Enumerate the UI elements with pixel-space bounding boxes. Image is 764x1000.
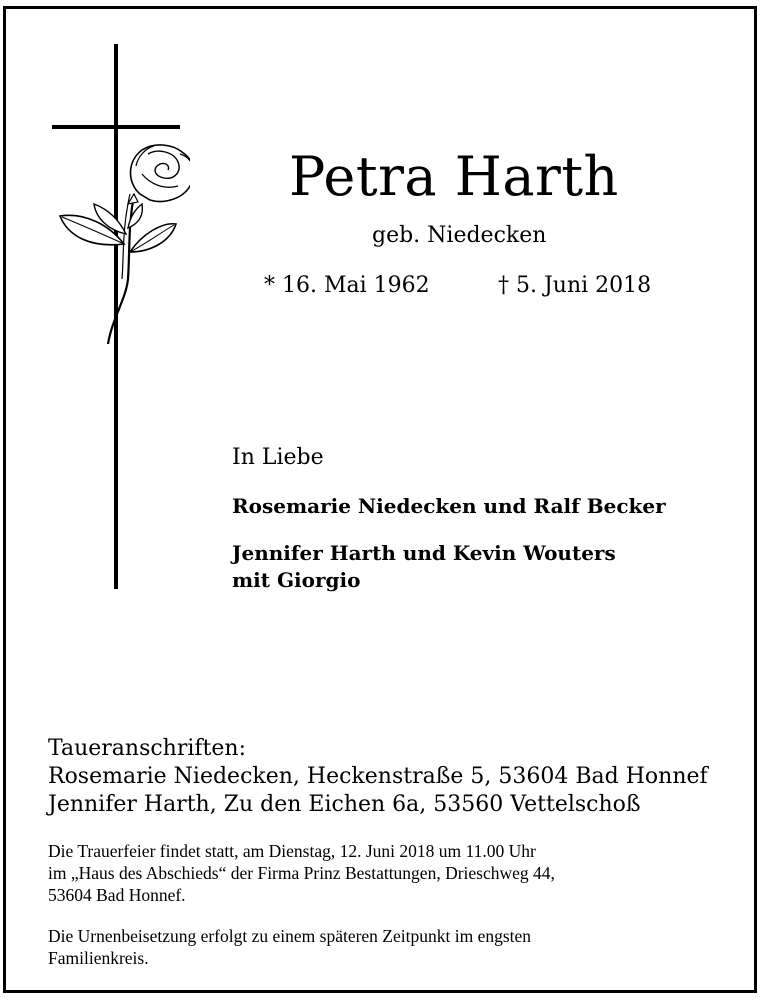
mourner-line: mit Giorgio — [232, 568, 361, 592]
address-line: Jennifer Harth, Zu den Eichen 6a, 53560 Vettelschoß — [48, 792, 641, 817]
burial-paragraph — [48, 925, 531, 969]
ceremony-line: Die Trauerfeier findet statt, am Dienstag, 12. Juni 2018 um 11.00 Uhr — [48, 841, 536, 861]
ceremony-line: im „Haus des Abschieds“ der Firma Prinz Bestattungen, Drieschweg 44, — [48, 863, 555, 883]
obituary-notice — [3, 6, 757, 993]
cross-with-rose-icon — [50, 44, 190, 589]
burial-line: Die Urnenbeisetzung erfolgt zu einem späteren Zeitpunkt im engsten — [48, 926, 532, 946]
mourner-line: Rosemarie Niedecken und Ralf Becker — [232, 494, 666, 518]
mourner-group — [232, 540, 616, 594]
ceremony-paragraph — [48, 840, 555, 906]
address-line: Rosemarie Niedecken, Heckenstraße 5, 53604 Bad Honnef — [48, 764, 708, 789]
burial-line: Familienkreis. — [48, 948, 149, 968]
deceased-name: Petra Harth — [289, 145, 619, 208]
birth-date: * 16. Mai 1962 — [264, 273, 430, 298]
birth-name: geb. Niedecken — [372, 223, 547, 248]
in-love-line: In Liebe — [232, 445, 324, 470]
condolence-addresses — [48, 735, 708, 819]
mourner-line: Jennifer Harth und Kevin Wouters — [232, 541, 616, 565]
ceremony-line: 53604 Bad Honnef. — [48, 885, 186, 905]
death-date: † 5. Juni 2018 — [498, 273, 652, 298]
addresses-heading: Taueranschriften: — [48, 736, 246, 761]
